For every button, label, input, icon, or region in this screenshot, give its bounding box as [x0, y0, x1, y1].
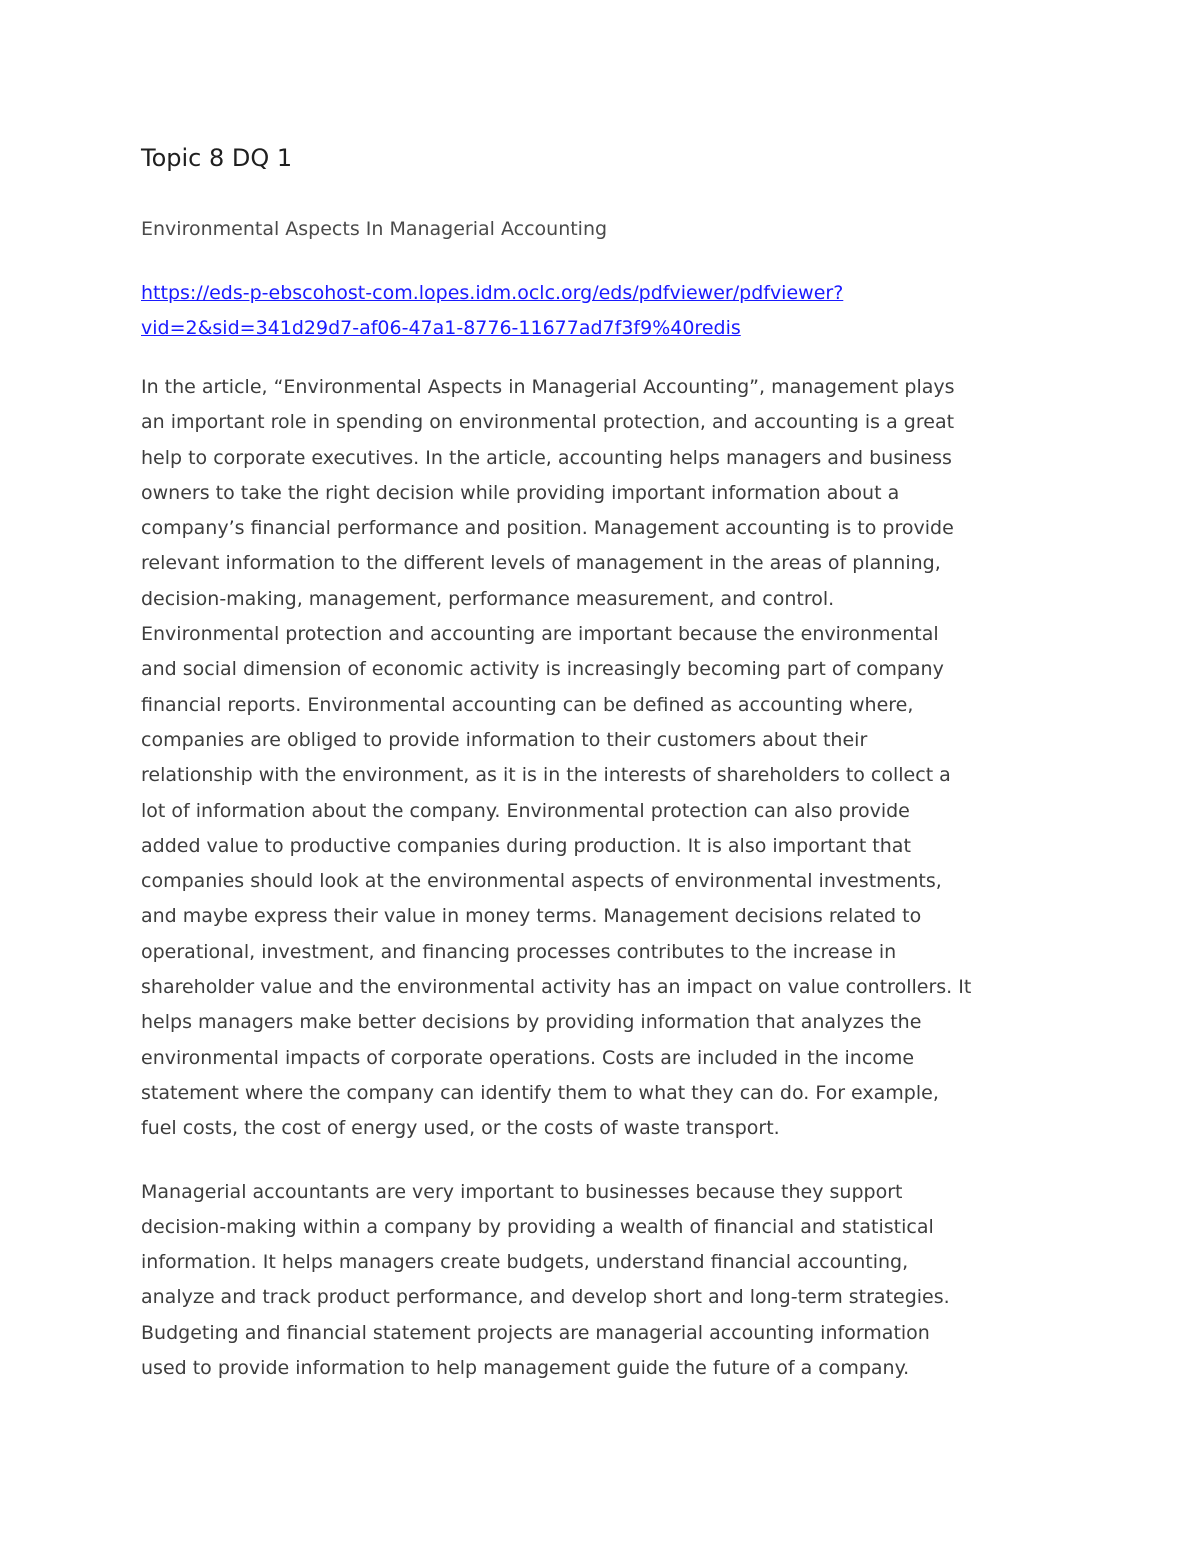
paragraph-line: and social dimension of economic activity is increasingly becoming part of company — [141, 658, 944, 681]
paragraph-line: helps managers make better decisions by providing information that analyzes the — [141, 1011, 922, 1034]
paragraph-line: financial reports. Environmental accounting can be defined as accounting where, — [141, 693, 914, 716]
paragraph-line: environmental impacts of corporate operations. Costs are included in the income — [141, 1046, 915, 1069]
paragraph-line: added value to productive companies during production. It is also important that — [141, 834, 911, 857]
paragraph-line: help to corporate executives. In the article, accounting helps managers and business — [141, 446, 952, 469]
paragraph-line: lot of information about the company. Environmental protection can also provide — [141, 799, 910, 822]
paragraph-line: In the article, “Environmental Aspects in Managerial Accounting”, management plays — [141, 376, 955, 398]
paragraph-line: decision-making within a company by providing a wealth of financial and statistical — [141, 1215, 934, 1238]
paragraph-line: shareholder value and the environmental activity has an impact on value controllers. It — [141, 976, 972, 999]
paragraph-line: companies are obliged to provide information to their customers about their — [141, 728, 868, 751]
article-link-line-2[interactable]: vid=2&sid=341d29d7-af06-47a1-8776-11677ad7f3f9%40redis — [141, 317, 741, 339]
paragraph-line: operational, investment, and financing processes contributes to the increase in — [141, 940, 897, 963]
article-link-line-1[interactable]: https://eds-p-ebscohost-com.lopes.idm.oclc.org/eds/pdfviewer/pdfviewer? — [141, 282, 844, 304]
document-subtitle: Environmental Aspects In Managerial Accounting — [141, 218, 608, 240]
paragraph-line: information. It helps managers create budgets, understand financial accounting, — [141, 1251, 909, 1274]
paragraph-line: decision-making, management, performance measurement, and control. — [141, 587, 835, 610]
paragraph-line: statement where the company can identify them to what they can do. For example, — [141, 1081, 939, 1104]
paragraph-1 — [141, 370, 1061, 1147]
article-link[interactable] — [141, 276, 1061, 346]
paragraph-line: fuel costs, the cost of energy used, or the costs of waste transport. — [141, 1117, 780, 1140]
paragraph-line: an important role in spending on environmental protection, and accounting is a great — [141, 411, 955, 434]
paragraph-line: and maybe express their value in money terms. Management decisions related to — [141, 905, 922, 928]
paragraph-line: Managerial accountants are very important to businesses because they support — [141, 1180, 903, 1203]
paragraph-line: used to provide information to help management guide the future of a company. — [141, 1357, 910, 1380]
document-page — [141, 138, 1061, 1386]
paragraph-line: company’s financial performance and position. Management accounting is to provide — [141, 517, 954, 540]
paragraph-2 — [141, 1175, 1061, 1387]
document-title: Topic 8 DQ 1 — [141, 144, 293, 172]
paragraph-line: companies should look at the environmental aspects of environmental investments, — [141, 870, 942, 893]
paragraph-line: Budgeting and financial statement projects are managerial accounting information — [141, 1321, 930, 1344]
paragraph-line: analyze and track product performance, and develop short and long-term strategies. — [141, 1286, 950, 1309]
paragraph-line: relevant information to the different levels of management in the areas of planning, — [141, 552, 941, 575]
paragraph-line: relationship with the environment, as it is in the interests of shareholders to collect a — [141, 764, 951, 787]
paragraph-line: owners to take the right decision while providing important information about a — [141, 481, 900, 504]
paragraph-line: Environmental protection and accounting are important because the environmental — [141, 623, 939, 646]
